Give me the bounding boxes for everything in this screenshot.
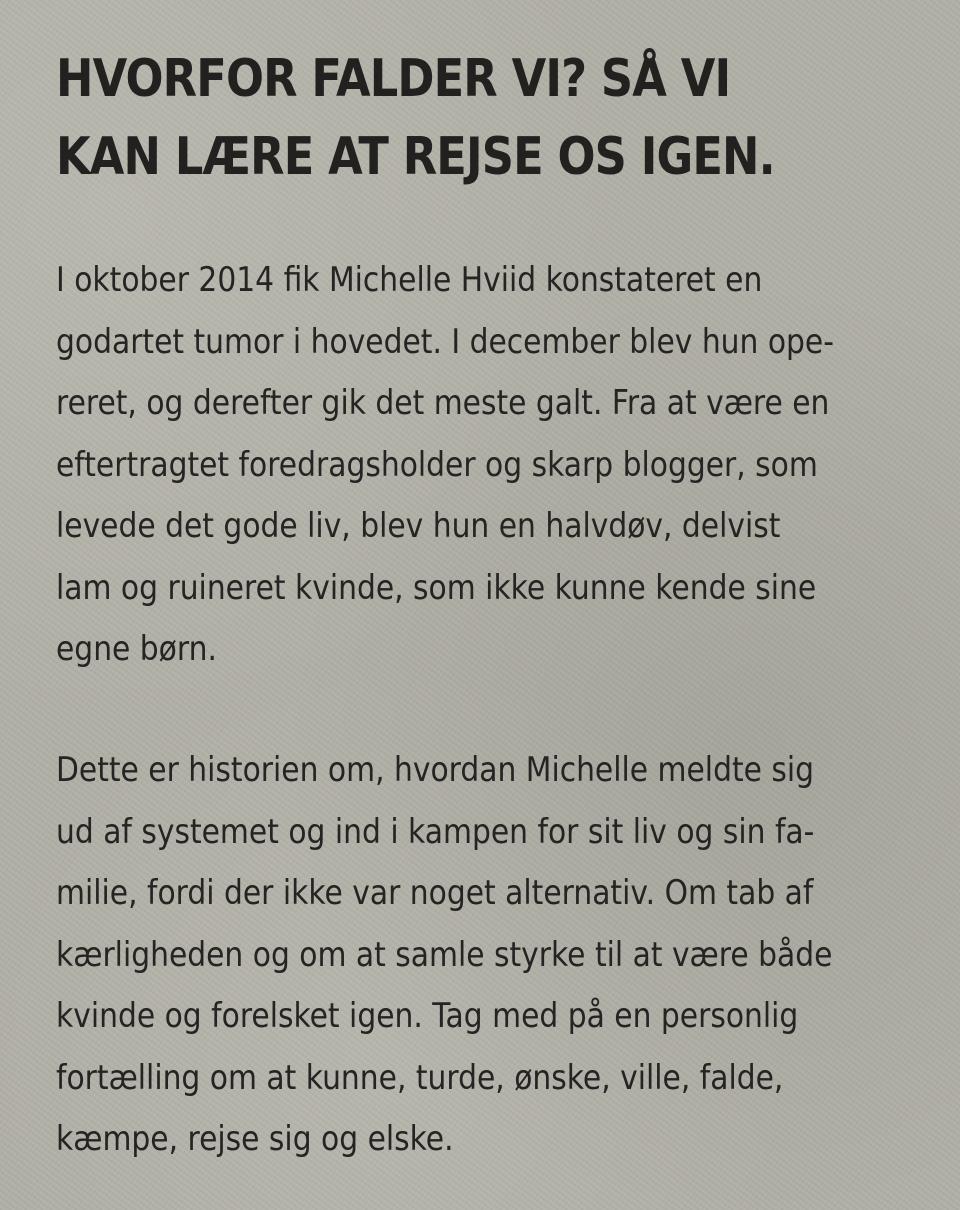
text-line: I oktober 2014 fik Michelle Hviid konstateret en	[56, 260, 763, 300]
text-line: Dette er historien om, hvordan Michelle meldte sig	[56, 750, 815, 790]
text-line: eftertragtet foredragsholder og skarp blogger, som	[56, 444, 818, 485]
headline-line: HVORFOR FALDER VI? SÅ VI	[56, 49, 731, 109]
text-line: egne børn.	[56, 629, 217, 669]
text-line: godartet tumor i hovedet. I december blev hun ope-	[56, 321, 834, 362]
blurb-paragraph-2	[56, 740, 931, 1171]
text-line: lam og ruineret kvinde, som ikke kunne kende sine	[56, 567, 817, 608]
text-line: kæmpe, rejse sig og elske.	[56, 1119, 454, 1159]
text-line: kvinde og forelsket igen. Tag med på en personlig	[56, 996, 799, 1036]
text-line: milie, fordi der ikke var noget alternativ. Om tab af	[56, 873, 814, 913]
text-line: reret, og derefter gik det meste galt. Fra at være en	[56, 383, 830, 423]
text-line: ud af systemet og ind i kampen for sit liv og sin fa-	[56, 811, 815, 852]
headline	[56, 40, 813, 196]
headline-line: KAN LÆRE AT REJSE OS IGEN.	[56, 127, 775, 187]
text-line: kærligheden og om at samle styrke til at være både	[56, 934, 833, 975]
blurb-paragraph-1	[56, 250, 931, 681]
text-line: fortælling om at kunne, turde, ønske, ville, falde,	[56, 1057, 784, 1098]
text-line: levede det gode liv, blev hun en halvdøv, delvist	[56, 506, 781, 546]
